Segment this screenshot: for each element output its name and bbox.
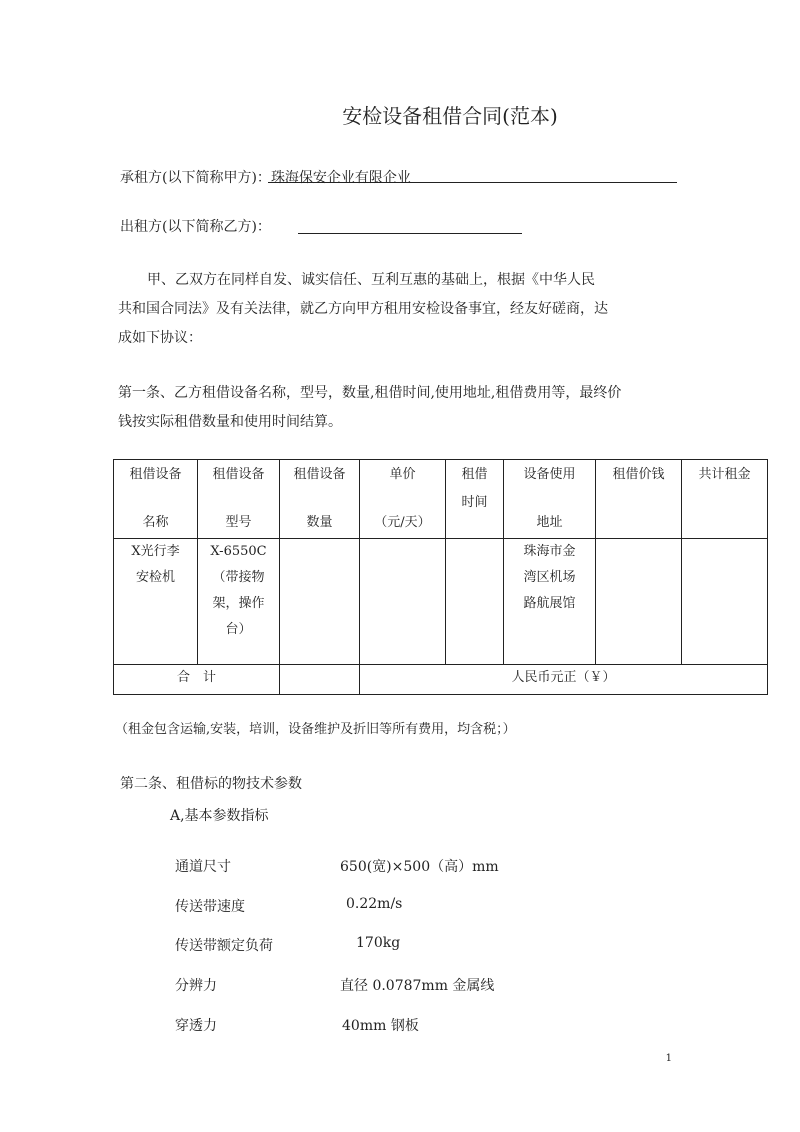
cell-equipment-name: X光行李 安检机 bbox=[114, 539, 198, 665]
param-value-resolution: 直径 0.0787mm 金属线 bbox=[340, 978, 495, 994]
total-value: 人民币元正（￥） bbox=[360, 665, 768, 695]
table-header-row bbox=[114, 460, 768, 539]
cell-equipment-model: X-6550C （带接物 架，操作 台） bbox=[198, 539, 280, 665]
cell-usage-address: 珠海市金 湾区机场 路航展馆 bbox=[504, 539, 596, 665]
intro-line-2: 共和国合同法》及有关法律，就乙方向甲方租用安检设备事宜，经友好磋商，达 bbox=[118, 301, 608, 317]
table-total-row bbox=[114, 665, 768, 695]
param-value-channel-size: 650(宽)×500（高）mm bbox=[340, 859, 499, 875]
header-rental-time: 租借 时间 bbox=[446, 460, 504, 539]
header-total-rent: 共计租金 bbox=[682, 460, 768, 539]
header-rental-price: 租借价钱 bbox=[596, 460, 682, 539]
cell-total-rent bbox=[682, 539, 768, 665]
param-key-penetration: 穿透力 bbox=[175, 1018, 217, 1034]
page-number: 1 bbox=[665, 1053, 672, 1064]
header-usage-address: 设备使用 地址 bbox=[504, 460, 596, 539]
total-empty-cell bbox=[280, 665, 360, 695]
lessee-underline bbox=[268, 182, 677, 183]
header-unit-price: 单价 （元/天） bbox=[360, 460, 446, 539]
rental-table bbox=[113, 459, 768, 695]
article1-line-1: 第一条、乙方租借设备名称，型号，数量,租借时间,使用地址,租借费用等，最终价 bbox=[118, 385, 622, 401]
intro-line-1: 甲、乙双方在同样自发、诚实信任、互利互惠的基础上，根据《中华人民 bbox=[147, 272, 595, 288]
param-key-channel-size: 通道尺寸 bbox=[175, 859, 231, 875]
total-label: 合 计 bbox=[114, 665, 280, 695]
lessee-label: 承租方(以下简称甲方)： bbox=[120, 170, 271, 186]
document-title: 安检设备租借合同(范本) bbox=[342, 104, 558, 128]
lessor-underline bbox=[298, 233, 522, 234]
article2-heading: 第二条、租借标的物技术参数 bbox=[120, 776, 302, 792]
param-value-belt-load: 170kg bbox=[356, 935, 401, 951]
lessor-label: 出租方(以下简称乙方)： bbox=[120, 219, 271, 235]
lessee-line bbox=[120, 167, 411, 187]
intro-line-3: 成如下协议： bbox=[118, 330, 202, 346]
lessor-line bbox=[120, 216, 271, 236]
rent-note: （租金包含运输,安装，培训，设备维护及折旧等所有费用，均含税；） bbox=[115, 722, 516, 737]
param-key-belt-load: 传送带额定负荷 bbox=[175, 938, 273, 954]
header-equipment-name: 租借设备 名称 bbox=[114, 460, 198, 539]
cell-rental-price bbox=[596, 539, 682, 665]
lessee-value: 珠海保安企业有限企业 bbox=[270, 170, 411, 186]
param-key-resolution: 分辨力 bbox=[175, 978, 217, 994]
param-value-penetration: 40mm 钢板 bbox=[342, 1018, 419, 1034]
article1-line-2: 钱按实际租借数量和使用时间结算。 bbox=[118, 414, 342, 430]
cell-unit-price bbox=[360, 539, 446, 665]
cell-quantity bbox=[280, 539, 360, 665]
section-a-heading: A,基本参数指标 bbox=[170, 808, 269, 824]
header-equipment-model: 租借设备 型号 bbox=[198, 460, 280, 539]
header-equipment-quantity: 租借设备 数量 bbox=[280, 460, 360, 539]
table-row bbox=[114, 539, 768, 665]
param-key-belt-speed: 传送带速度 bbox=[175, 899, 245, 915]
cell-rental-time bbox=[446, 539, 504, 665]
param-value-belt-speed: 0.22m/s bbox=[346, 896, 403, 912]
